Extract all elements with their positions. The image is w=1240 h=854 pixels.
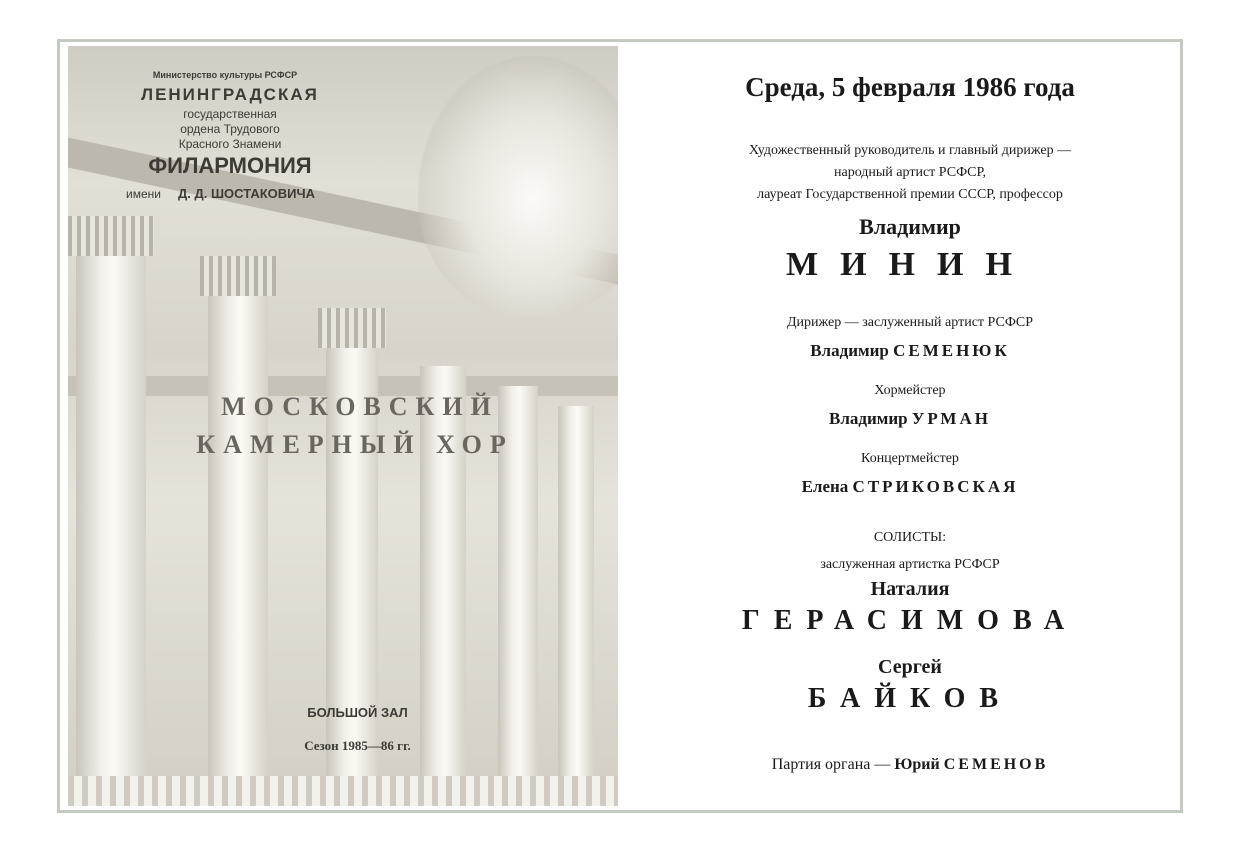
named-prefix: имени <box>126 187 161 201</box>
city-text: ЛЕНИНГРАДСКАЯ <box>141 85 319 104</box>
ministry-text: Министерство культуры РСФСР <box>152 70 298 80</box>
conductor-first-name: Владимир <box>810 341 889 360</box>
director-role: лауреат Государственной премии СССР, профессор <box>757 187 1063 202</box>
column-capital <box>318 308 386 348</box>
director-role: народный артист РСФСР, <box>833 165 987 180</box>
organist-last-name: СЕМЕНОВ <box>943 756 1049 773</box>
chorus-master-role: Хормейстер <box>874 383 946 398</box>
column <box>420 366 466 786</box>
balustrade <box>68 776 618 806</box>
chorus-master-last-name: УРМАН <box>911 409 991 428</box>
soloist-first-name: Наталия <box>870 578 950 600</box>
accompanist-role: Концертмейстер <box>861 451 959 466</box>
org-text: ФИЛАРМОНИЯ <box>148 153 312 178</box>
director-last-name: МИНИН <box>786 246 1034 283</box>
soloists-heading: СОЛИСТЫ: <box>873 530 947 545</box>
accompanist-last-name: СТРИКОВСКАЯ <box>852 477 1019 496</box>
choir-title-1: МОСКОВСКИЙ <box>221 392 499 421</box>
cover-line: ордена Трудового <box>180 122 280 136</box>
organ-role: Партия органа — <box>771 756 891 773</box>
cover-line: государственная <box>183 107 277 121</box>
accompanist-first-name: Елена <box>801 477 849 496</box>
soloist-last-name: БАЙКОВ <box>807 683 1013 714</box>
soloist-first-name: Сергей <box>878 656 942 678</box>
choir-title-2: КАМЕРНЫЙ ХОР <box>196 430 514 459</box>
organist-first-name: Юрий <box>894 756 940 773</box>
conductor-role: Дирижер — заслуженный артист РСФСР <box>786 315 1034 330</box>
cover-line: Красного Знамени <box>178 137 282 151</box>
column <box>76 246 146 786</box>
director-first-name: Владимир <box>859 214 961 239</box>
chorus-master-first-name: Владимир <box>829 409 908 428</box>
soloist-role: заслуженная артистка РСФСР <box>820 557 1000 572</box>
hall-text: БОЛЬШОЙ ЗАЛ <box>307 705 408 720</box>
conductor-last-name: СЕМЕНЮК <box>893 341 1010 360</box>
column-capital <box>68 216 154 256</box>
column <box>558 406 594 786</box>
soloist-last-name: ГЕРАСИМОВА <box>741 605 1079 636</box>
director-role: Художественный руководитель и главный дирижер — <box>748 143 1072 158</box>
column <box>208 286 268 786</box>
season-text: Сезон 1985—86 гг. <box>304 738 411 753</box>
column-capital <box>200 256 276 296</box>
named-text: Д. Д. ШОСТАКОВИЧА <box>178 186 316 201</box>
concert-date: Среда, 5 февраля 1986 года <box>745 72 1075 102</box>
chandelier <box>418 56 618 316</box>
